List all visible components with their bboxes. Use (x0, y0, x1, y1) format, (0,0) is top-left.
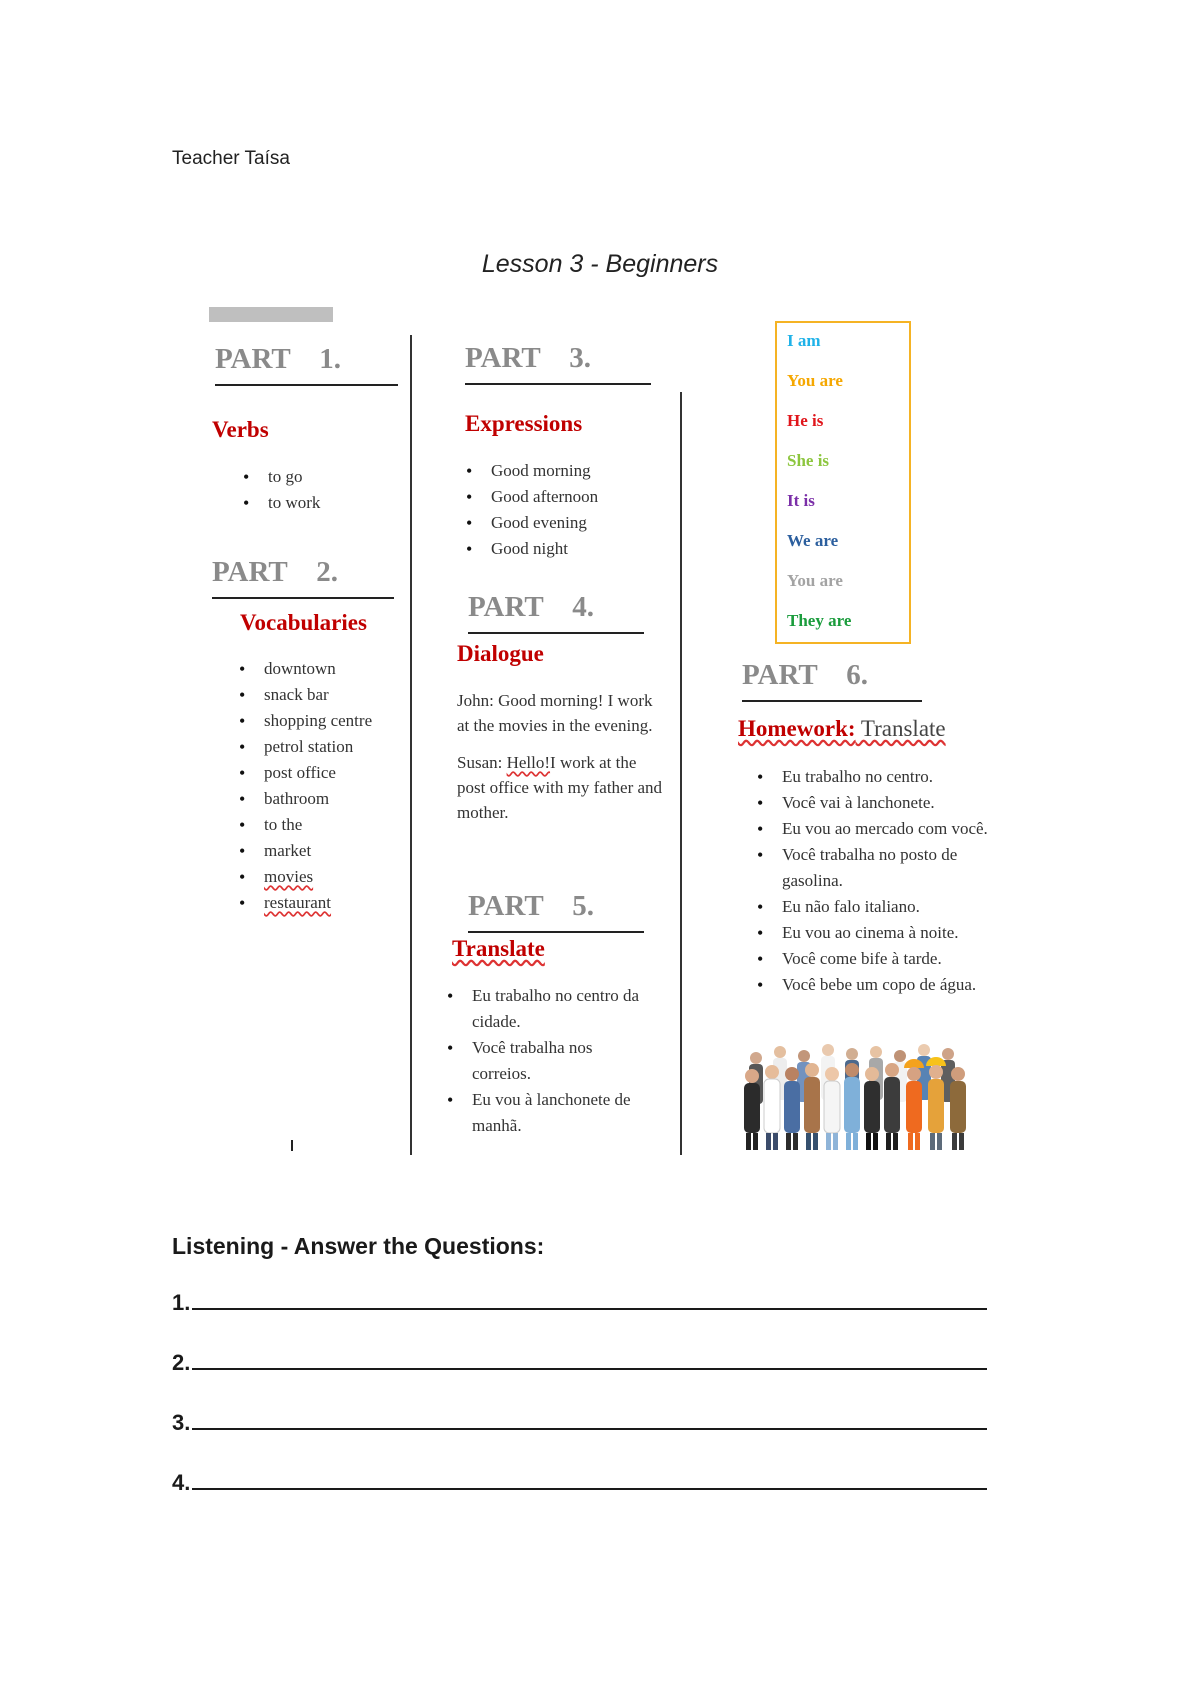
list-item: • post office (235, 760, 372, 786)
column-divider-1 (410, 335, 412, 1155)
worker-figures (744, 1044, 966, 1150)
vocab-movies: movies (264, 867, 314, 886)
column-divider-2 (680, 392, 682, 1155)
list-item: • Eu vou à lanchonete de manhã. (443, 1087, 648, 1139)
part2-title: Vocabularies (240, 610, 367, 635)
list-item: • Você bebe um copo de água. (753, 972, 1053, 998)
list-item: • Good morning (462, 458, 598, 484)
list-item: • bathroom (235, 786, 372, 812)
translate-list (443, 983, 648, 1139)
homework-list (753, 764, 1053, 998)
part4-heading: PART 4. (468, 591, 644, 634)
dialogue-susan: Susan: Hello!I work at the post office with my father and mother. (457, 753, 663, 822)
part6-heading: PART 6. (742, 659, 922, 702)
list-item: • downtown (235, 656, 372, 682)
part2-heading: PART 2. (212, 556, 394, 599)
list-item: • Good evening (462, 510, 598, 536)
pronoun-box (775, 321, 911, 644)
list-item: • Good afternoon (462, 484, 598, 510)
list-item: • Eu vou ao mercado com você. (753, 816, 1053, 842)
verbs-list (239, 464, 320, 516)
blank-line[interactable] (192, 1354, 987, 1370)
teacher-name: Teacher Taísa (172, 148, 290, 169)
list-item (235, 864, 372, 890)
list-item: • Good night (462, 536, 598, 562)
list-item: • Você vai à lanchonete. (753, 790, 1053, 816)
part5-heading: PART 5. (468, 890, 644, 933)
list-item (235, 890, 372, 916)
expressions-list (462, 458, 598, 562)
list-item: • to go (239, 464, 320, 490)
pronoun-it-is: It is (787, 491, 815, 510)
list-item: • shopping centre (235, 708, 372, 734)
list-item: • Eu vou ao cinema à noite. (753, 920, 1053, 946)
list-item: • to the (235, 812, 372, 838)
list-item: • snack bar (235, 682, 372, 708)
pronoun-we-are: We are (787, 531, 839, 550)
part5-title: Translate (452, 936, 545, 961)
pronoun-she-is: She is (787, 451, 830, 470)
list-item: • petrol station (235, 734, 372, 760)
susan-greeting: Hello! (506, 753, 551, 772)
list-item: • Eu não falo italiano. (753, 894, 1053, 920)
pronoun-you-are-plural: You are (787, 571, 843, 590)
dialogue-text (457, 688, 667, 837)
workers-group-image (742, 1040, 972, 1152)
lesson-title: Lesson 3 - Beginners (481, 250, 719, 278)
answer-line-1: 1. (172, 1290, 987, 1316)
small-tick-mark (291, 1140, 293, 1151)
list-item: • Eu trabalho no centro. (753, 764, 1053, 790)
part4-title: Dialogue (457, 641, 544, 666)
pronoun-he-is: He is (787, 411, 824, 430)
vocabulary-list (235, 656, 372, 916)
part3-title: Expressions (465, 411, 583, 436)
dialogue-john: John: Good morning! I work at the movies in the evening. (457, 691, 653, 735)
part1-title: Verbs (212, 417, 269, 442)
pronoun-i-am: I am (787, 331, 821, 350)
list-item: • to work (239, 490, 320, 516)
part3-heading: PART 3. (465, 342, 651, 385)
list-item: • Você trabalha nos correios. (443, 1035, 648, 1087)
blank-line[interactable] (192, 1414, 987, 1430)
listening-title: Listening - Answer the Questions: (172, 1233, 545, 1259)
part6-title: Homework: Translate (738, 716, 946, 741)
list-item: • Você trabalha no posto de gasolina. (753, 842, 1002, 894)
pronoun-you-are: You are (787, 371, 843, 390)
blank-line[interactable] (192, 1474, 987, 1490)
decorative-gray-bar (209, 307, 333, 322)
answer-line-3: 3. (172, 1410, 987, 1436)
answer-line-2: 2. (172, 1350, 987, 1376)
vocab-restaurant: restaurant (264, 893, 332, 912)
list-item: • market (235, 838, 372, 864)
list-item: • Você come bife à tarde. (753, 946, 1053, 972)
answer-line-4: 4. (172, 1470, 987, 1496)
pronoun-they-are: They are (787, 611, 852, 630)
part1-heading: PART 1. (215, 343, 398, 386)
blank-line[interactable] (192, 1294, 987, 1310)
list-item: • Eu trabalho no centro da cidade. (443, 983, 648, 1035)
